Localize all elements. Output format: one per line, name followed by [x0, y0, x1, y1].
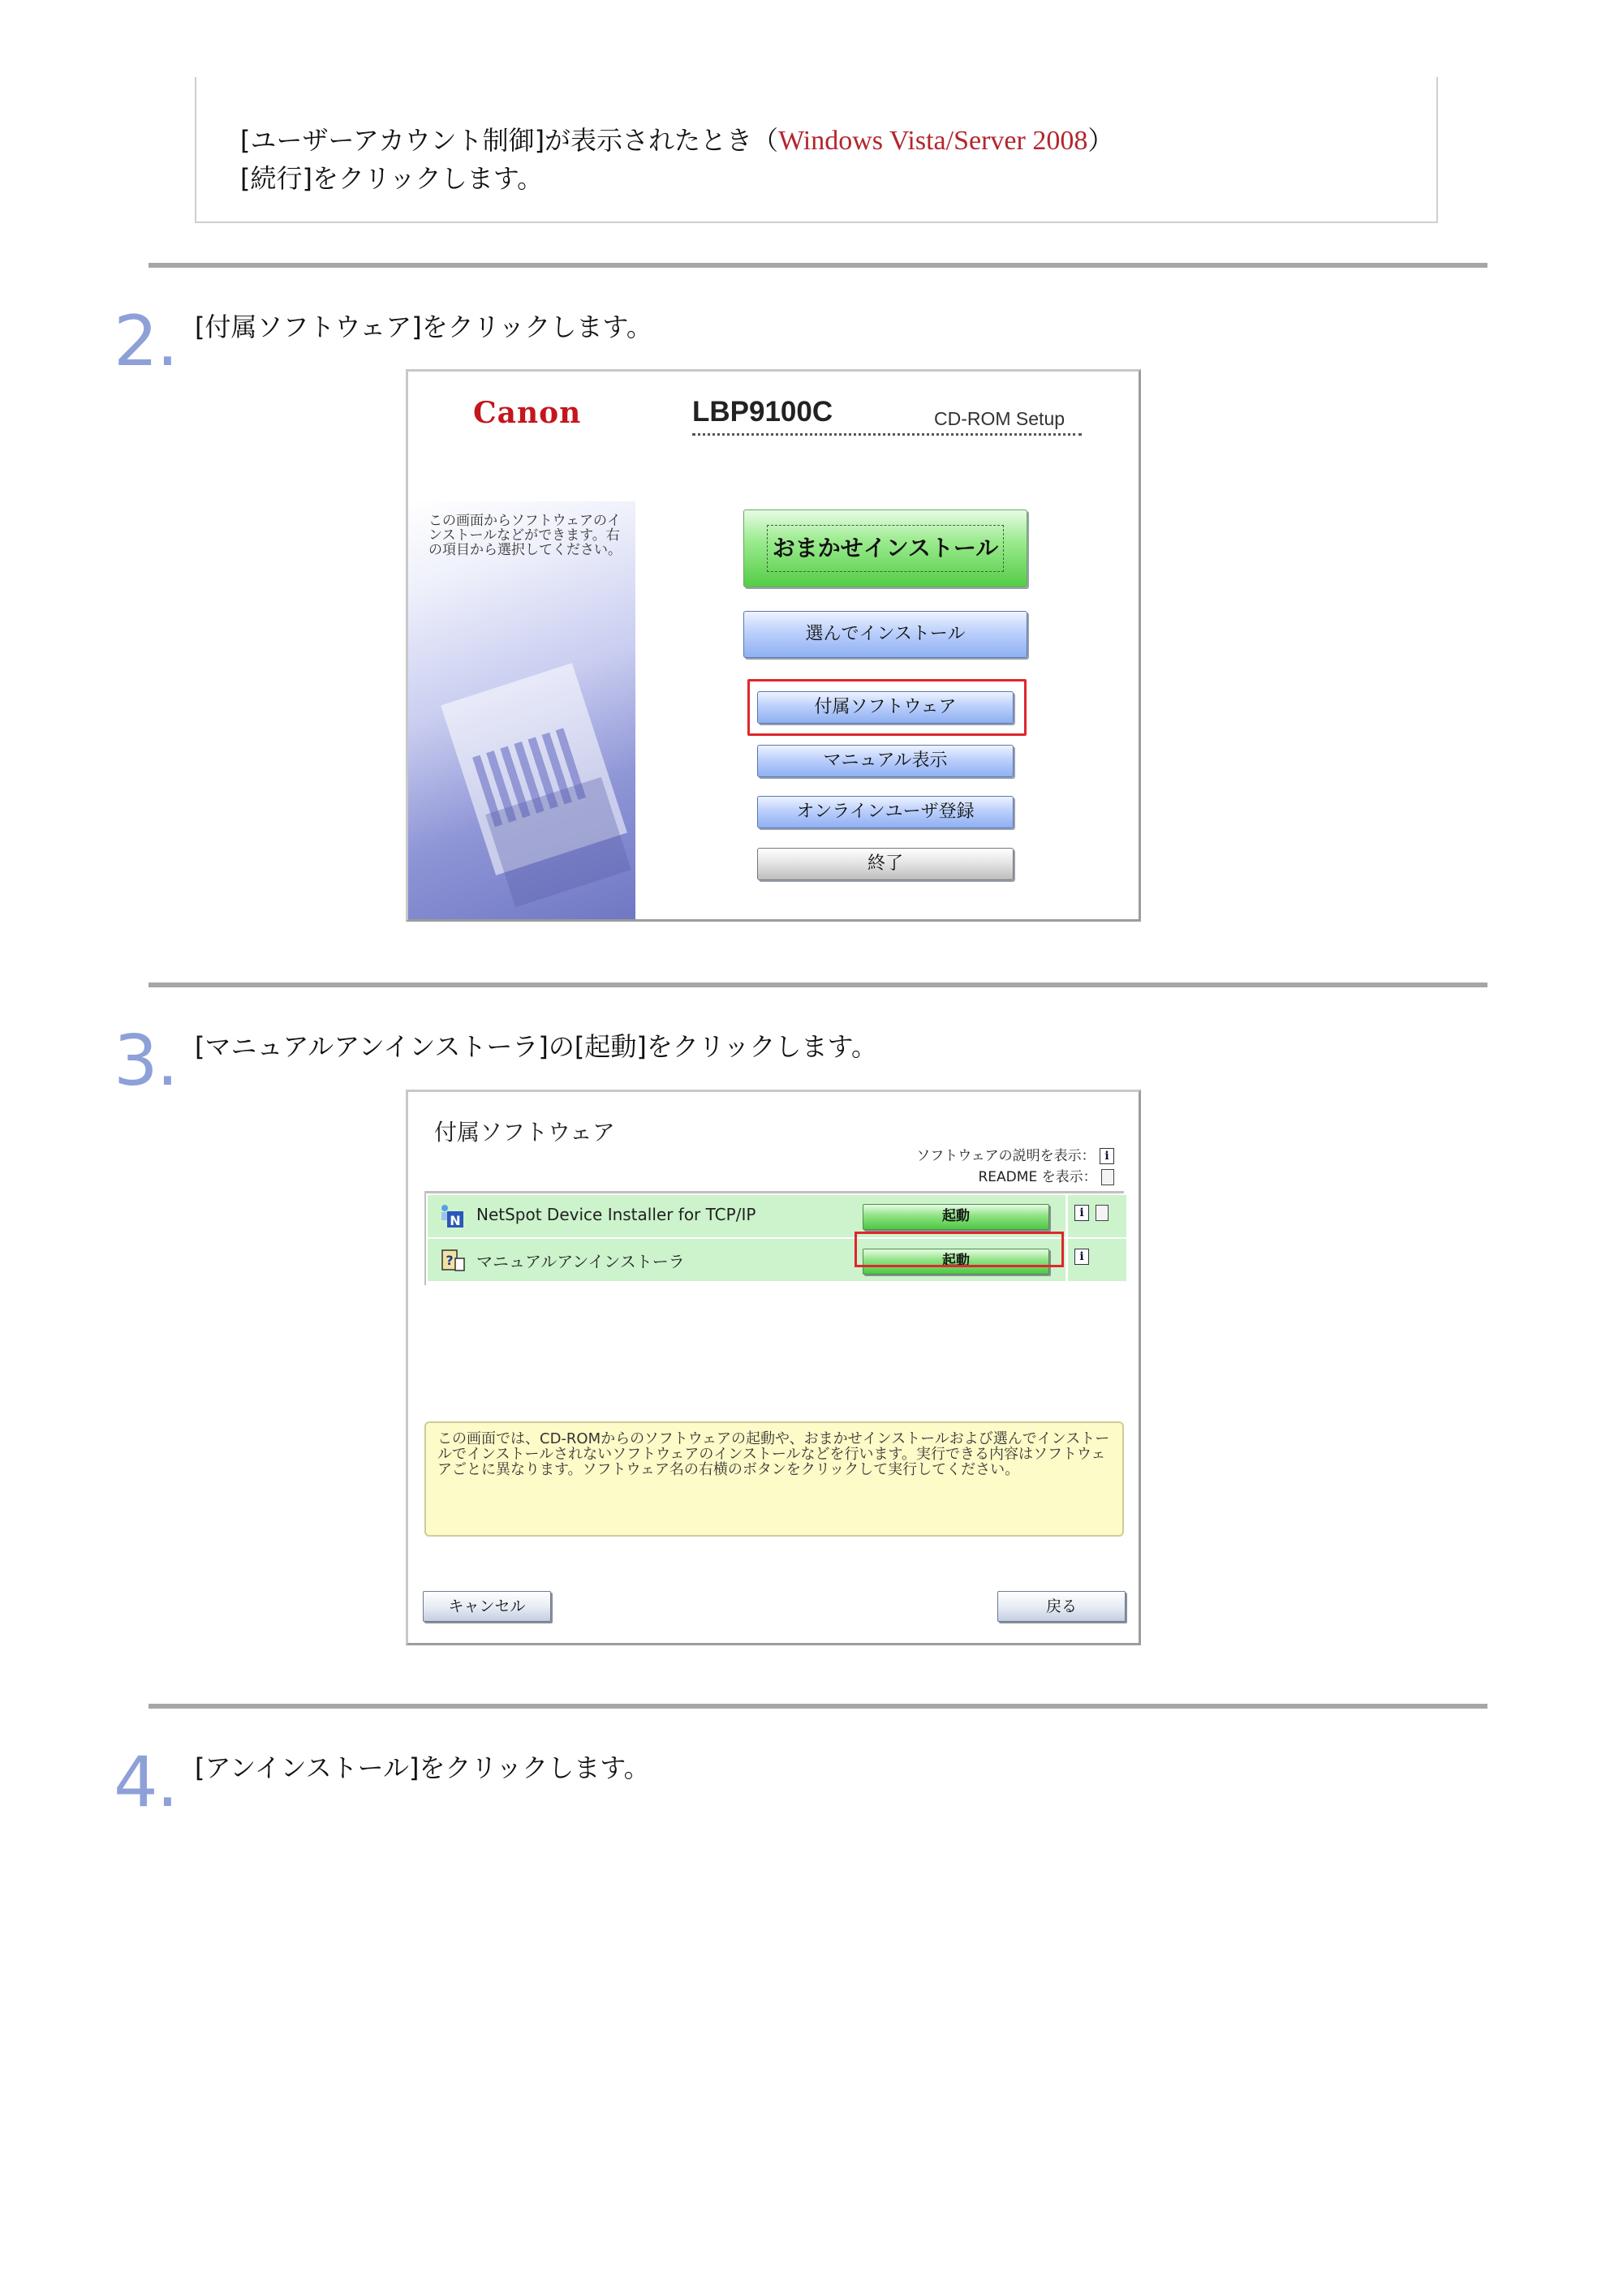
show-description-label: ソフトウェアの説明を表示：: [916, 1148, 1096, 1164]
supplied-software-screenshot: [406, 1090, 1141, 1645]
manual-uninstaller-icon: [439, 1247, 467, 1273]
manual-display-button[interactable]: マニュアル表示: [757, 745, 1014, 777]
highlight-box: [855, 1232, 1064, 1267]
show-readme-hint: [979, 1165, 1115, 1185]
window-title: 付属ソフトウェア: [434, 1119, 615, 1146]
uac-note-line2: [続行]をクリックします。: [240, 163, 544, 194]
easy-install-label: おまかせインストール: [767, 525, 1004, 572]
back-button[interactable]: 戻る: [997, 1591, 1126, 1622]
setup-subtitle: CD-ROM Setup: [934, 408, 1065, 429]
model-name: LBP9100C: [692, 396, 833, 428]
setup-window-screenshot: [406, 369, 1141, 922]
uac-note-box: [195, 77, 1438, 223]
info-icon: i: [1100, 1148, 1114, 1164]
netspot-icon: [439, 1203, 467, 1229]
uac-note-prefix: [ユーザーアカウント制御]が表示されたとき（: [240, 125, 779, 156]
step-number: 3.: [114, 1021, 178, 1102]
svg-text:?: ?: [446, 1253, 454, 1268]
supplied-software-button[interactable]: 付属ソフトウェア: [757, 691, 1014, 724]
step-number: 2.: [114, 301, 178, 382]
description-panel: この画面では、CD-ROMからのソフトウェアの起動や、おまかせインストールおよび選んでインストールでインストールされないソフトウェアのインストールなどを行います。実行できる内容はソフトウェアごとに異なります。ソフトウェア名の右横のボタンをクリックして実行してください。: [424, 1421, 1124, 1537]
row-actions: [1065, 1239, 1126, 1281]
uac-note-suffix: ）: [1087, 125, 1114, 156]
side-instruction-text: この画面からソフトウェアのインストールなどができます。右の項目から選択してください。: [428, 513, 622, 558]
svg-text:N: N: [450, 1213, 461, 1228]
step-number: 4.: [114, 1742, 178, 1823]
highlight-box: [747, 679, 1027, 736]
step-instruction: [マニュアルアンインストーラ]の[起動]をクリックします。: [195, 1031, 877, 1062]
row-actions: [1065, 1195, 1126, 1237]
uac-note-line1: [240, 124, 1113, 157]
canon-logo: Canon: [473, 396, 582, 430]
step-instruction: [アンインストール]をクリックします。: [195, 1752, 650, 1783]
title-divider: [692, 433, 1082, 436]
launch-manual-uninstaller-button[interactable]: 起動: [863, 1249, 1049, 1275]
uac-note-os: Windows Vista/Server 2008: [778, 126, 1088, 156]
info-icon[interactable]: i: [1074, 1249, 1089, 1265]
easy-install-button[interactable]: [743, 510, 1027, 587]
software-name: NetSpot Device Installer for TCP/IP: [476, 1205, 756, 1224]
readme-icon[interactable]: [1096, 1205, 1109, 1221]
software-name: マニュアルアンインストーラ: [476, 1252, 685, 1271]
section-divider: [149, 982, 1487, 987]
show-description-hint: [916, 1144, 1114, 1164]
readme-icon: [1101, 1169, 1114, 1185]
show-readme-label: README を表示：: [978, 1169, 1097, 1185]
section-divider: [149, 263, 1487, 268]
section-divider: [149, 1704, 1487, 1709]
info-icon[interactable]: i: [1074, 1205, 1089, 1221]
launch-netspot-button[interactable]: 起動: [863, 1204, 1049, 1230]
exit-button[interactable]: 終了: [757, 848, 1014, 880]
custom-install-button[interactable]: 選んでインストール: [743, 611, 1027, 658]
online-registration-button[interactable]: オンラインユーザ登録: [757, 796, 1014, 828]
cancel-button[interactable]: キャンセル: [423, 1591, 551, 1622]
step-instruction: [付属ソフトウェア]をクリックします。: [195, 312, 652, 342]
